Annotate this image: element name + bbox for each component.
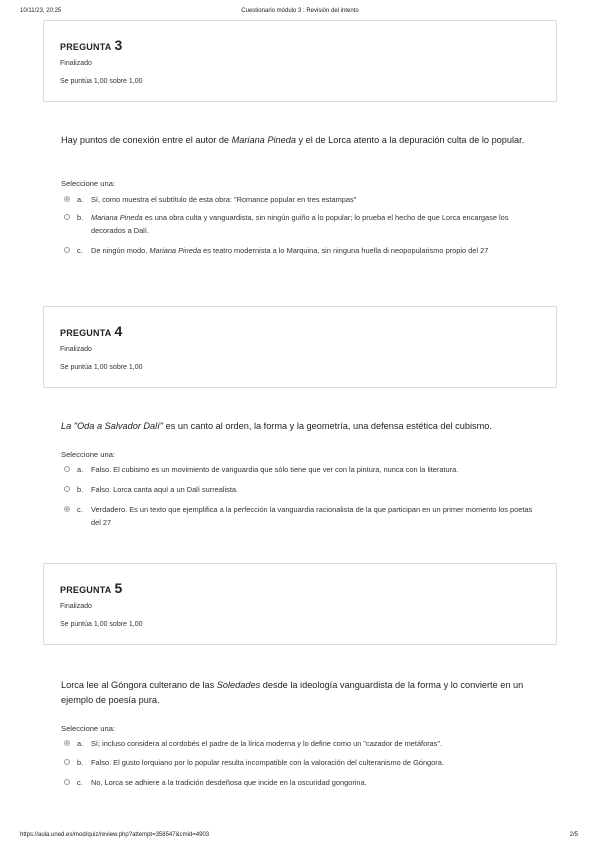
question-title xyxy=(60,37,122,53)
answer-option-4c[interactable] xyxy=(64,503,544,529)
answer-text: Sí, como muestra el subtítulo de esta obra: "Romance popular en tres estampas" xyxy=(91,195,357,204)
question-text-3 xyxy=(61,133,541,148)
radio-unselected[interactable] xyxy=(64,486,70,492)
answer-letter: c. xyxy=(77,246,83,255)
question-title xyxy=(60,323,122,339)
select-label: Seleccione una: xyxy=(61,450,116,459)
answer-letter: b. xyxy=(77,213,84,222)
answer-option-5c[interactable] xyxy=(64,776,544,789)
question-info-box-4 xyxy=(43,306,557,388)
question-state: Finalizado xyxy=(60,60,92,67)
question-text-5 xyxy=(61,678,541,708)
print-title: Cuestionario módulo 3 : Revisión del intento xyxy=(241,8,359,14)
radio-unselected[interactable] xyxy=(64,214,70,220)
radio-selected[interactable] xyxy=(64,740,70,746)
answer-option-3c[interactable] xyxy=(64,244,544,257)
answer-text: Falso. El gusto lorquiano por lo popular resulta incompatible con la valoración del culteranismo de Góngora. xyxy=(91,758,444,767)
answer-text: Mariana Pineda es una obra culta y vanguardista, sin ningún guiño a lo popular; lo prueba el hecho de que Lorca encargase los decorados a Dalí. xyxy=(91,213,509,235)
answer-letter: b. xyxy=(77,758,84,767)
select-label: Seleccione una: xyxy=(61,179,116,188)
page-number: 2/5 xyxy=(569,832,578,838)
text-part: es un canto al orden, la forma y la geometría, una defensa estética del cubismo. xyxy=(163,421,492,431)
answer-option-4b[interactable] xyxy=(64,483,544,496)
question-text-4 xyxy=(61,419,541,434)
answer-text: No, Lorca se adhiere a la tradición desdeñosa que incide en la oscuridad gongorina. xyxy=(91,778,367,787)
question-label: PREGUNTA xyxy=(60,42,112,52)
answer-text: Falso. Lorca canta aquí a un Dalí surrealista. xyxy=(91,485,239,494)
question-label: PREGUNTA xyxy=(60,585,112,595)
text-part-italic: La "Oda a Salvador Dalí" xyxy=(61,421,164,431)
text-part: y el de Lorca atento a la depuración culta de lo popular. xyxy=(295,135,525,145)
question-label: PREGUNTA xyxy=(60,328,112,338)
answer-letter: a. xyxy=(77,465,84,474)
radio-selected[interactable] xyxy=(64,506,70,512)
print-date: 10/11/23, 20:25 xyxy=(20,8,62,14)
text-part-italic: Soledades xyxy=(216,680,261,690)
question-state: Finalizado xyxy=(60,603,92,610)
answer-option-3a[interactable] xyxy=(64,193,544,206)
question-grade: Se puntúa 1,00 sobre 1,00 xyxy=(60,621,143,628)
answer-text: Sí; incluso considera al cordobés el padre de la lírica moderna y lo define como un "cazador de metáforas". xyxy=(91,739,443,748)
answer-letter: c. xyxy=(77,778,83,787)
radio-unselected[interactable] xyxy=(64,759,70,765)
answer-text: Verdadero. Es un texto que ejemplifica a la perfección la vanguardia racionalista de la que participan en un primer momento los poetas del 27 xyxy=(91,505,533,527)
radio-unselected[interactable] xyxy=(64,779,70,785)
answer-letter: a. xyxy=(77,195,84,204)
text-part-italic: Mariana Pineda xyxy=(231,135,296,145)
answer-letter: a. xyxy=(77,739,84,748)
question-number: 4 xyxy=(114,323,123,339)
answer-option-5b[interactable] xyxy=(64,756,544,769)
answer-text: De ningún modo, Mariana Pineda es teatro modernista a lo Marquina, sin ninguna huella di neopopularismo propio del 27 xyxy=(91,246,489,255)
question-info-box-3 xyxy=(43,20,557,102)
text-part: Lorca lee al Góngora culterano de las xyxy=(61,680,217,690)
radio-unselected[interactable] xyxy=(64,247,70,253)
answer-option-3b[interactable] xyxy=(64,211,544,237)
answer-option-5a[interactable] xyxy=(64,737,544,750)
question-number: 5 xyxy=(114,580,123,596)
radio-selected[interactable] xyxy=(64,196,70,202)
answer-letter: b. xyxy=(77,485,84,494)
text-part: desde la ideología vanguardista de la forma y lo convierte en un ejemplo de poesía pura. xyxy=(61,680,524,705)
question-title xyxy=(60,580,122,596)
question-grade: Se puntúa 1,00 sobre 1,00 xyxy=(60,78,143,85)
answer-text: Falso. El cubismo es un movimiento de vanguardia que sólo tiene que ver con la pintura, nunca con la literatura. xyxy=(91,465,459,474)
question-number: 3 xyxy=(114,37,123,53)
question-info-box-5 xyxy=(43,563,557,645)
text-part: Hay puntos de conexión entre el autor de xyxy=(61,135,232,145)
print-header xyxy=(0,8,600,20)
radio-unselected[interactable] xyxy=(64,466,70,472)
question-grade: Se puntúa 1,00 sobre 1,00 xyxy=(60,364,143,371)
question-state: Finalizado xyxy=(60,346,92,353)
select-label: Seleccione una: xyxy=(61,724,116,733)
answer-option-4a[interactable] xyxy=(64,463,544,476)
print-url: https://aula.uned.es/mod/quiz/review.php?attempt=358547&cmid=4903 xyxy=(20,832,210,838)
answer-letter: c. xyxy=(77,505,83,514)
